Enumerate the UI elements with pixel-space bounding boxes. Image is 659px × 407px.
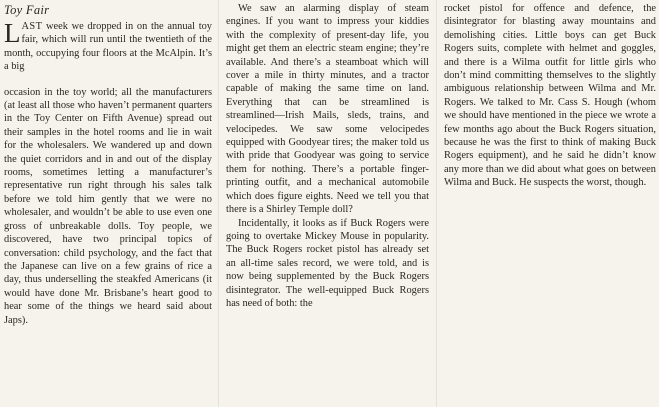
paragraph-2: We saw an alarming display of steam engines. If you want to impress your kiddies with the complexity of present-day life, you might get them an electric steam engine; they’re available. And there’s a steamboat which will cover a mile in thirty minutes, and a tractor capable of making the same time on land. Everything that can be streamlined is streamlined—Irish Mails, sleds, trains, and velocipedes. We saw some velocipedes equipped with Goodyear tires; the maker told us with pride that Goodyear was going to service them for nothing. There’s a portable finger-printing outfit, and a mechanical automobile which does figure eights. Need we tell you that there is a Shirley Temple doll? <box>226 3 429 216</box>
column-gutter <box>218 0 219 407</box>
lead-word: AST <box>21 21 43 32</box>
column-2 <box>226 2 429 310</box>
article-title: Toy Fair <box>4 3 50 17</box>
drop-cap: L <box>4 18 21 48</box>
column-3 <box>444 2 656 190</box>
paragraph-1 <box>4 20 212 74</box>
paragraph-3-continued: rocket pistol for offence and defence, the disintegrator for blasting away mountains and demolishing cities. Little boys can get Buck Rogers suits, complete with helmet and goggles, and there is a Wilma outfit for little girls who don’t mind committing themselves to the slightly ambiguous relationship between Wilma and Mr. Rogers. We talked to Mr. Cass S. Hough (whom we should have mentioned in the piece we wrote a few months ago about the Buck Rogers situation, because he was the first to think of making Buck Rogers equipment), and he said he didn’t know any more than we did about what goes on between Wilma and Buck. He suspects the worst, though. <box>444 3 656 189</box>
paragraph-1-continued: occasion in the toy world; all the manufacturers (at least all those who haven’t permanent quarters in the Toy Center on Fifth Avenue) spread out their samples in the hotel rooms and lie in wait for the wholesalers. We wandered up and down the quiet corridors and in and out of the display rooms, sometimes letting a manufacturer’s representative run right through his sales talk before we told him gently that we were no wholesaler, and wouldn’t be able to use even one gross of unbreakable dolls. Toy people, we discovered, have two principal topics of conversation: child psychology, and the fact that the Japanese can live on a few grains of rice a day, thus underselling the steakfed Americans (it would have done Mr. Brisbane’s heart good to hear some of the things we heard said about Japs). <box>4 86 212 326</box>
paragraph-1-text: week we dropped in on the annual toy fair, which will run until the twentieth of the month, occupying four floors at the McAlpin. It’s a big <box>4 21 212 73</box>
paragraph-3: Incidentally, it looks as if Buck Rogers were going to overtake Mickey Mouse in popularity. The Buck Rogers rocket pistol has already set an all-time sales record, we were told, and is now being supplemented by the Buck Rogers disintegrator. The well-equipped Buck Rogers has need of both: the <box>226 217 429 309</box>
column-1 <box>4 2 212 327</box>
column-gutter <box>436 0 437 407</box>
